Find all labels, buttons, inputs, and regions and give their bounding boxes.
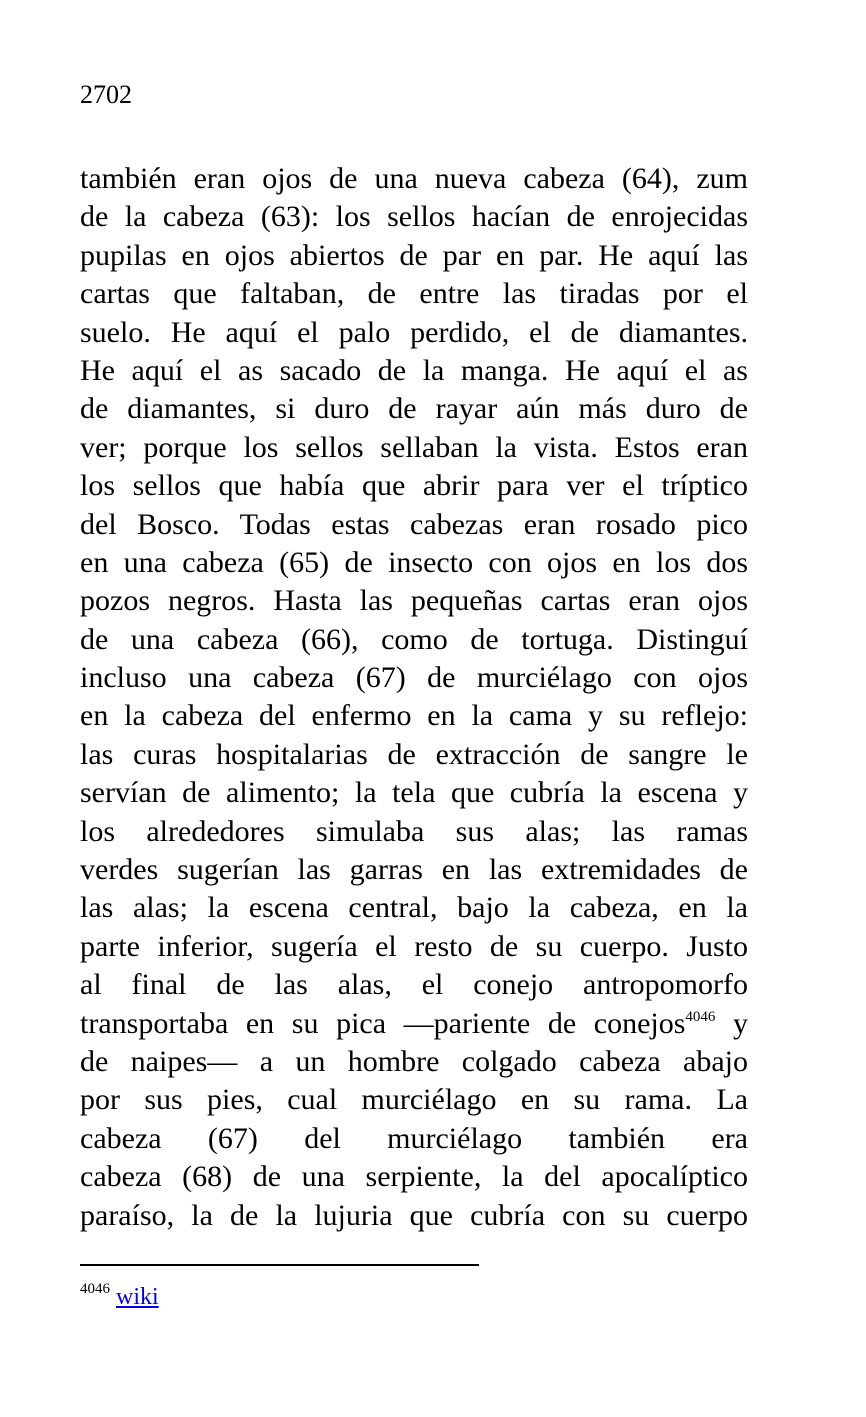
text-line: incluso una cabeza (67) de murciélago con ojos — [80, 661, 748, 695]
text-line: pozos negros. Hasta las pequeñas cartas eran ojos — [80, 584, 748, 618]
text-line: pupilas en ojos abiertos de par en par. He aquí las — [80, 238, 748, 272]
text-line: los sellos que había que abrir para ver el tríptico — [80, 469, 748, 503]
text-line: al final de las alas, el conejo antropomorfo — [80, 968, 748, 1002]
text-line: cartas que faltaban, de entre las tiradas por el — [80, 277, 748, 311]
text-line: en una cabeza (65) de insecto con ojos en los dos — [80, 545, 748, 579]
text-line: servían de alimento; la tela que cubría la escena y — [80, 776, 748, 810]
body-text — [80, 160, 748, 1235]
text-line-with-footnote-ref — [80, 1005, 748, 1043]
text-fragment: y — [715, 1006, 748, 1040]
footnote-separator — [80, 1264, 479, 1266]
text-line: de naipes― a un hombre colgado cabeza abajo — [80, 1044, 748, 1078]
footnote — [80, 1282, 159, 1312]
text-line: paraíso, la de la lujuria que cubría con su cuerpo — [80, 1198, 748, 1232]
footnote-link[interactable]: wiki — [116, 1284, 159, 1310]
text-line: He aquí el as sacado de la manga. He aquí el as — [80, 353, 748, 387]
footnote-reference[interactable]: 4046 — [685, 1008, 716, 1025]
text-line: por sus pies, cual murciélago en su rama. La — [80, 1083, 748, 1117]
text-line: cabeza (67) del murciélago también era — [80, 1121, 748, 1155]
text-fragment: transportaba en su pica ―pariente de conejos — [80, 1006, 686, 1040]
text-line: verdes sugerían las garras en las extremidades de — [80, 853, 748, 887]
text-line: cabeza (68) de una serpiente, la del apocalíptico — [80, 1160, 748, 1194]
text-line: también eran ojos de una nueva cabeza (64), zum — [80, 162, 748, 195]
text-line: de una cabeza (66), como de tortuga. Distinguí — [80, 622, 748, 656]
text-line: en la cabeza del enfermo en la cama y su reflejo: — [80, 699, 748, 733]
text-line: del Bosco. Todas estas cabezas eran rosado pico — [80, 507, 748, 541]
text-line: de diamantes, si duro de rayar aún más duro de — [80, 392, 748, 426]
footnote-number: 4046 — [80, 1281, 110, 1297]
text-line: las alas; la escena central, bajo la cabeza, en la — [80, 891, 748, 925]
text-line: las curas hospitalarias de extracción de sangre le — [80, 737, 748, 771]
page-number: 2702 — [80, 80, 132, 109]
text-line: parte inferior, sugería el resto de su cuerpo. Justo — [80, 929, 748, 963]
text-line: de la cabeza (63): los sellos hacían de enrojecidas — [80, 200, 748, 234]
text-line: ver; porque los sellos sellaban la vista. Estos eran — [80, 430, 748, 464]
text-line: los alrededores simulaba sus alas; las ramas — [80, 814, 748, 848]
text-line: suelo. He aquí el palo perdido, el de diamantes. — [80, 315, 748, 349]
